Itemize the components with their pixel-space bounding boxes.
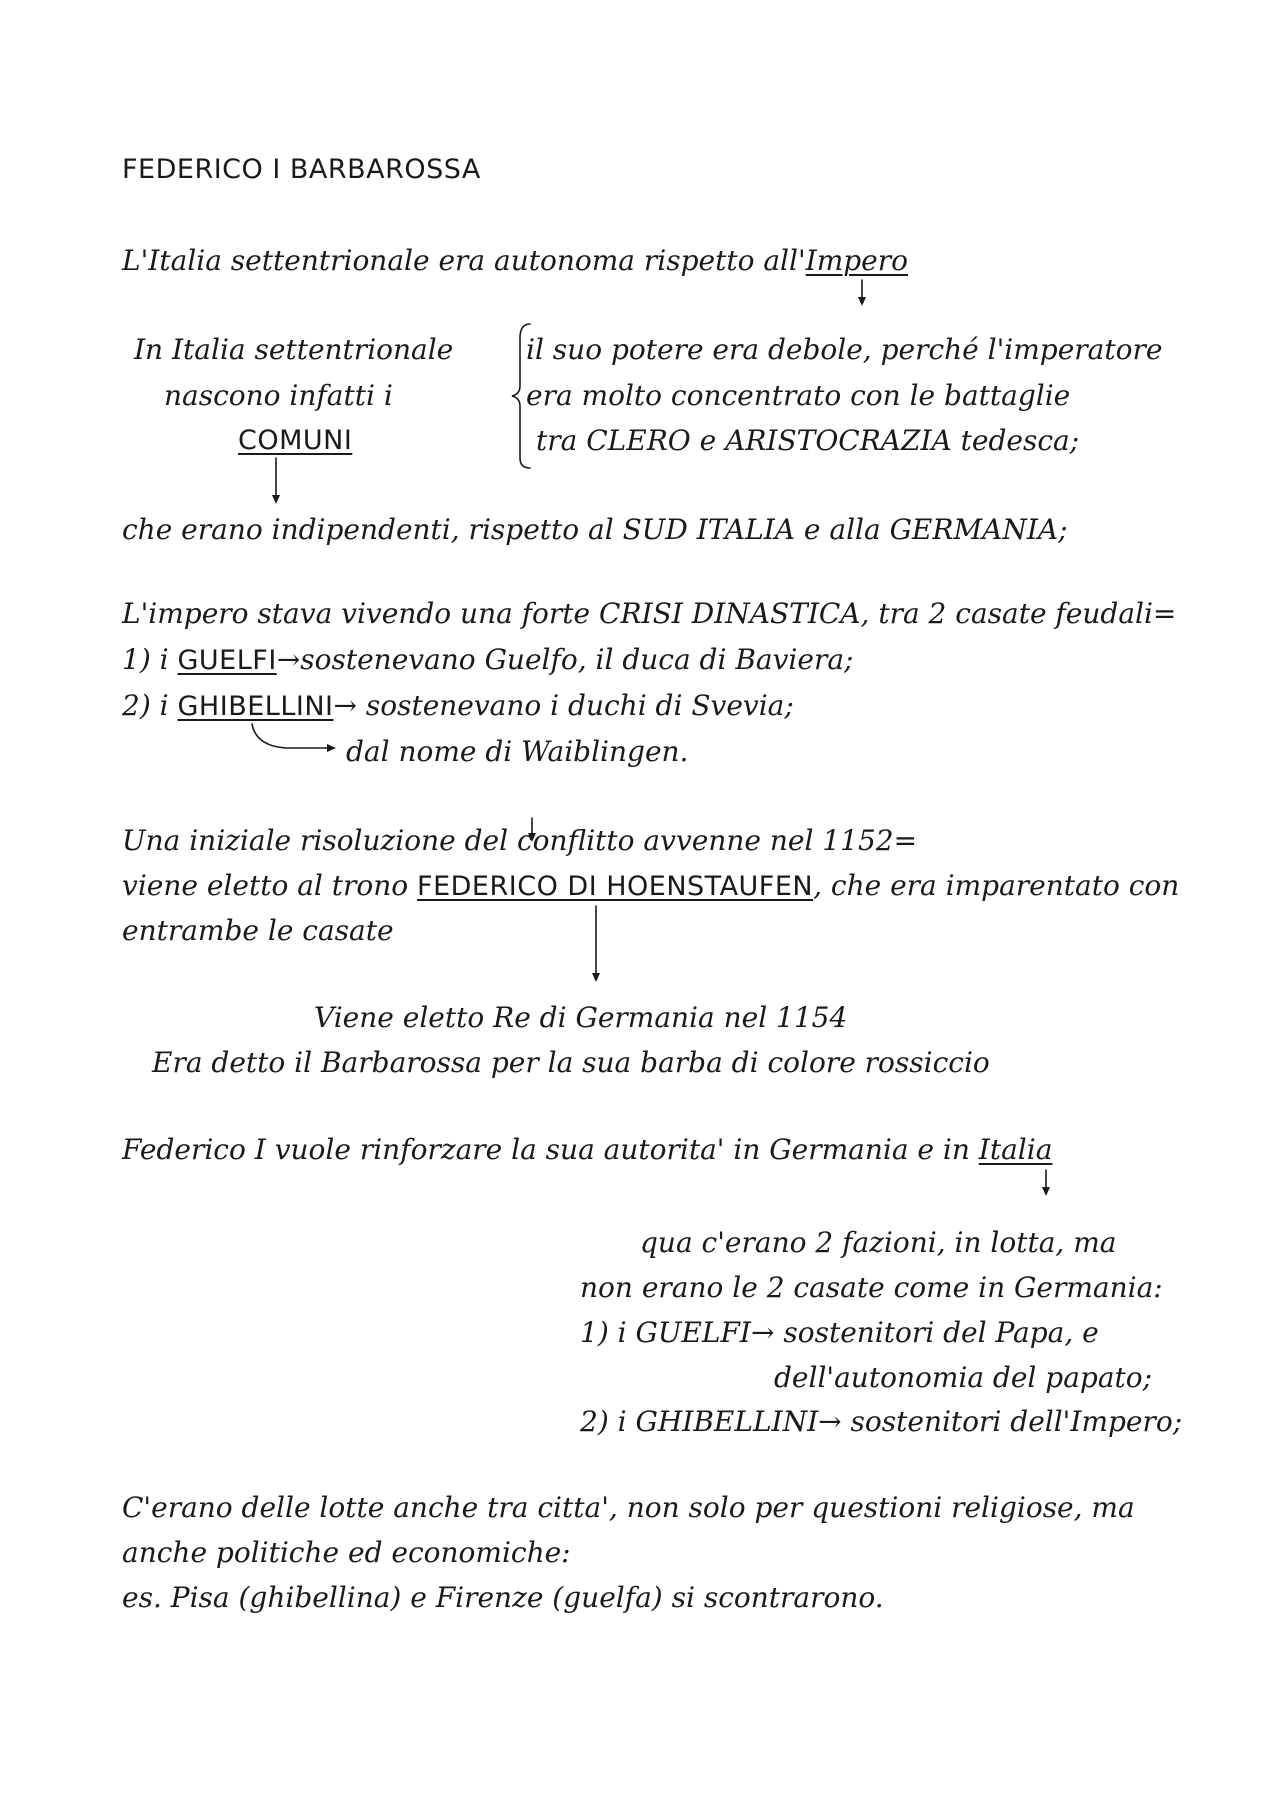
- page-title: FEDERICO I BARBAROSSA: [122, 154, 481, 185]
- factions-line-5: 2) i GHIBELLINI→ sostenitori dell'Impero;: [580, 1405, 1183, 1438]
- resolution-line-3: entrambe le casate: [122, 914, 394, 947]
- authority-text: Federico I vuole rinforzare la sua autorita' in Germania e in: [122, 1133, 979, 1166]
- factions-line-3: 1) i GUELFI→ sostenitori del Papa, e: [580, 1316, 1099, 1349]
- guelfi-label: GUELFI: [177, 645, 277, 676]
- crisis-item-2-text: → sostenevano i duchi di Svevia;: [333, 689, 794, 722]
- factions-line-2: non erano le 2 casate come in Germania:: [580, 1271, 1163, 1304]
- elected-line-2: Era detto il Barbarossa per la sua barba di colore rossiccio: [152, 1046, 990, 1079]
- independent-line: che erano indipendenti, rispetto al SUD ITALIA e alla GERMANIA;: [122, 513, 1068, 546]
- intro-impero: Impero: [805, 244, 908, 277]
- crisis-item-1-text: →sostenevano Guelfo, il duca di Baviera;: [276, 643, 854, 676]
- authority-line: [122, 1132, 1052, 1168]
- elected-line-1: Viene eletto Re di Germania nel 1154: [314, 1001, 848, 1034]
- resolution-text: viene eletto al trono: [122, 869, 418, 902]
- comuni-line-1: In Italia settentrionale: [134, 333, 454, 366]
- factions-line-4: dell'autonomia del papato;: [774, 1361, 1153, 1394]
- intro-text: L'Italia settentrionale era autonoma rispetto all': [122, 244, 806, 277]
- resolution-line-1: Una iniziale risoluzione del conflitto avvenne nel 1152=: [122, 824, 918, 857]
- crisis-item-ghibellini: [122, 688, 794, 725]
- brace-note-line-3: tra CLERO e ARISTOCRAZIA tedesca;: [536, 424, 1080, 457]
- conflicts-line-2: anche politiche ed economiche:: [122, 1536, 571, 1569]
- crisis-item-1-prefix: 1) i: [122, 643, 178, 676]
- intro-line: [122, 243, 908, 279]
- authority-italia: Italia: [978, 1133, 1053, 1166]
- resolution-line-2: [122, 868, 1179, 905]
- federico-name: FEDERICO DI HOENSTAUFEN: [417, 871, 814, 902]
- resolution-rest: , che era imparentato con: [813, 869, 1180, 902]
- comuni-line-2: nascono infatti i: [164, 379, 393, 412]
- conflicts-line-1: C'erano delle lotte anche tra citta', non solo per questioni religiose, ma: [122, 1491, 1135, 1524]
- conflicts-line-3: es. Pisa (ghibellina) e Firenze (guelfa) si scontrarono.: [122, 1581, 884, 1614]
- curved-arrow-icon: [252, 724, 332, 748]
- crisis-item-guelfi: [122, 642, 853, 679]
- brace-note-line-1: il suo potere era debole, perché l'imperatore: [526, 333, 1163, 366]
- waiblingen-note: dal nome di Waiblingen.: [346, 735, 689, 768]
- ghibellini-label: GHIBELLINI: [177, 691, 334, 722]
- brace-note-line-2: era molto concentrato con le battaglie: [526, 379, 1071, 412]
- comuni-heading: COMUNI: [238, 425, 353, 456]
- crisis-line: L'impero stava vivendo una forte CRISI DINASTICA, tra 2 casate feudali=: [122, 597, 1177, 630]
- factions-line-1: qua c'erano 2 fazioni, in lotta, ma: [640, 1226, 1117, 1259]
- crisis-item-2-prefix: 2) i: [122, 689, 178, 722]
